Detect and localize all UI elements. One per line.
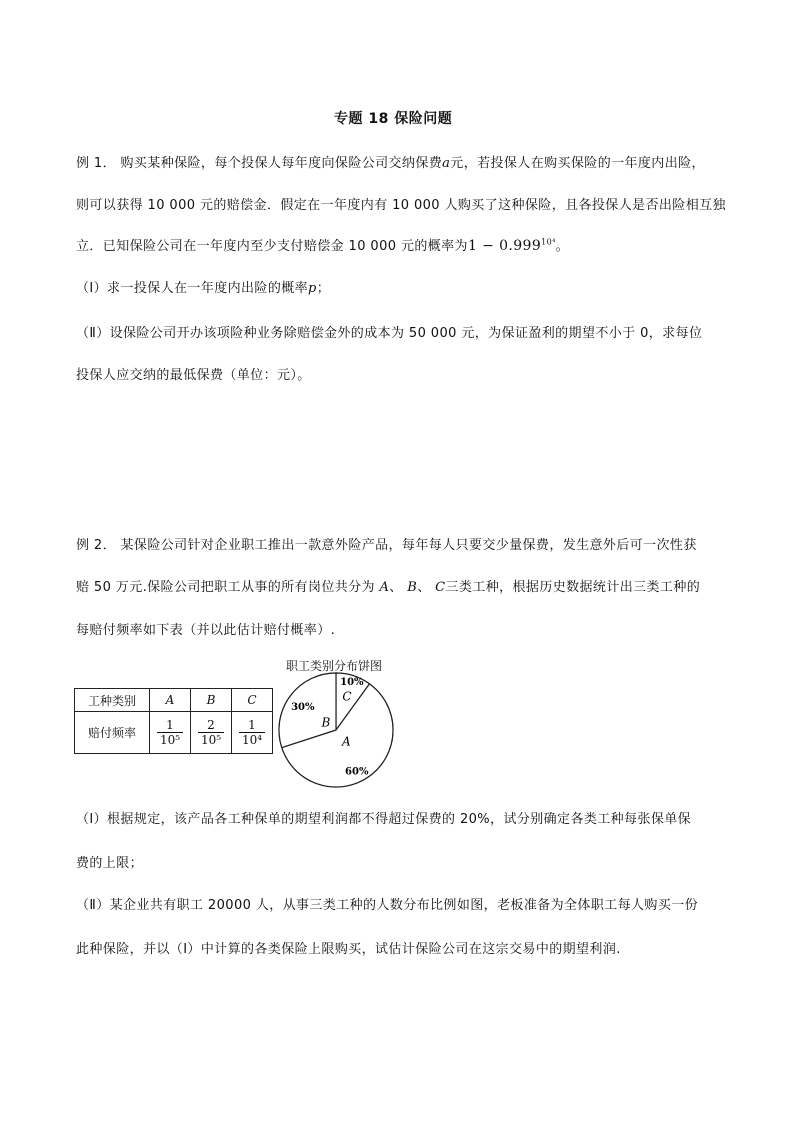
pie-chart-title: 职工类别分布饼图	[286, 659, 383, 673]
table-header-label: 工种类别	[75, 689, 150, 712]
ex1-question-1	[76, 277, 330, 296]
table-cell-a	[150, 712, 191, 754]
pie-label-b: B	[321, 715, 331, 730]
ex1-question-2-line1: （Ⅱ）设保险公司开办该项险种业务除赔偿金外的成本为 50 000 元，为保证盈利的期望不小于 0，求每位	[76, 326, 703, 341]
category-c: C	[435, 580, 446, 595]
pie-percent-b: 30%	[291, 701, 315, 713]
ex1-q1-text-b: ；	[316, 281, 331, 296]
var-p: p	[308, 281, 317, 296]
page-title: 专题 18 保险问题	[334, 111, 453, 127]
frac-a-num: 1	[157, 718, 183, 733]
pie-label-a: A	[342, 734, 351, 749]
table-col-b: B	[191, 689, 232, 712]
ex1-line3-text-a: 立．已知保险公司在一年度内至少支付赔偿金 10 000 元的概率为	[76, 239, 468, 254]
ex2-line1: 例 2． 某保险公司针对企业职工推出一款意外险产品，每年每人只要交少量保费，发生意外后可一次性获	[76, 538, 697, 553]
category-b: B	[407, 580, 418, 595]
frac-c-den: 10⁴	[241, 733, 263, 747]
pie-percent-a: 60%	[345, 766, 369, 778]
sep-1: 、	[389, 580, 403, 595]
ex2-line2-text-a: 赔 50 万元.保险公司把职工从事的所有岗位共分为	[76, 580, 375, 595]
ex1-line3	[76, 235, 569, 254]
probability-formula	[468, 238, 556, 254]
ex1-q1-text-a: （Ⅰ）求一投保人在一年度内出险的概率	[76, 281, 309, 296]
formula-exponent: 10⁴	[541, 237, 556, 247]
ex1-line1	[76, 152, 705, 171]
ex2-question-1-line1: （Ⅰ）根据规定，该产品各工种保单的期望利润都不得超过保费的 20%，试分别确定各类工种每张保单保	[76, 812, 692, 827]
ex2-line2	[76, 576, 700, 595]
table-col-c: C	[232, 689, 273, 712]
ex1-line1-text-b: 元，若投保人在购买保险的一年度内出险，	[450, 156, 705, 171]
frac-b-num: 2	[198, 718, 224, 733]
ex1-line3-text-b: 。	[555, 239, 570, 254]
frequency-table	[74, 688, 273, 754]
table-row	[75, 712, 273, 754]
pie-chart	[276, 670, 396, 790]
frac-b-den: 10⁵	[200, 733, 222, 747]
frac-c-num: 1	[239, 718, 265, 733]
table-row-label: 赔付频率	[75, 712, 150, 754]
ex2-question-1-line2: 费的上限；	[76, 856, 144, 871]
formula-base: 1 − 0.999	[467, 238, 542, 254]
table-cell-b	[191, 712, 232, 754]
ex1-line2: 则可以获得 10 000 元的赔偿金．假定在一年度内有 10 000 人购买了这种保险，且各投保人是否出险相互独	[76, 198, 726, 213]
table-col-a: A	[150, 689, 191, 712]
ex2-question-2-line1: （Ⅱ）某企业共有职工 20000 人，从事三类工种的人数分布比例如图，老板准备为全体职工每人购买一份	[76, 898, 699, 913]
table-cell-c	[232, 712, 273, 754]
pie-percent-c: 10%	[340, 677, 364, 689]
ex2-line3: 每赔付频率如下表（并以此估计赔付概率）.	[76, 623, 336, 638]
pie-label-c: C	[342, 689, 352, 704]
ex2-line2-text-b: 三类工种，根据历史数据统计出三类工种的	[445, 580, 701, 595]
ex1-line1-text-a: 例 1． 购买某种保险，每个投保人每年度向保险公司交纳保费	[76, 156, 443, 171]
ex2-question-2-line2: 此种保险，并以（Ⅰ）中计算的各类保险上限购买，试估计保险公司在这宗交易中的期望利润.	[76, 942, 621, 957]
ex1-question-2-line2: 投保人应交纳的最低保费（单位：元）。	[76, 368, 311, 383]
frac-a-den: 10⁵	[159, 733, 181, 747]
sep-2: 、	[417, 580, 431, 595]
var-a: a	[442, 156, 451, 171]
category-a: A	[379, 580, 390, 595]
table-header-row	[75, 689, 273, 712]
